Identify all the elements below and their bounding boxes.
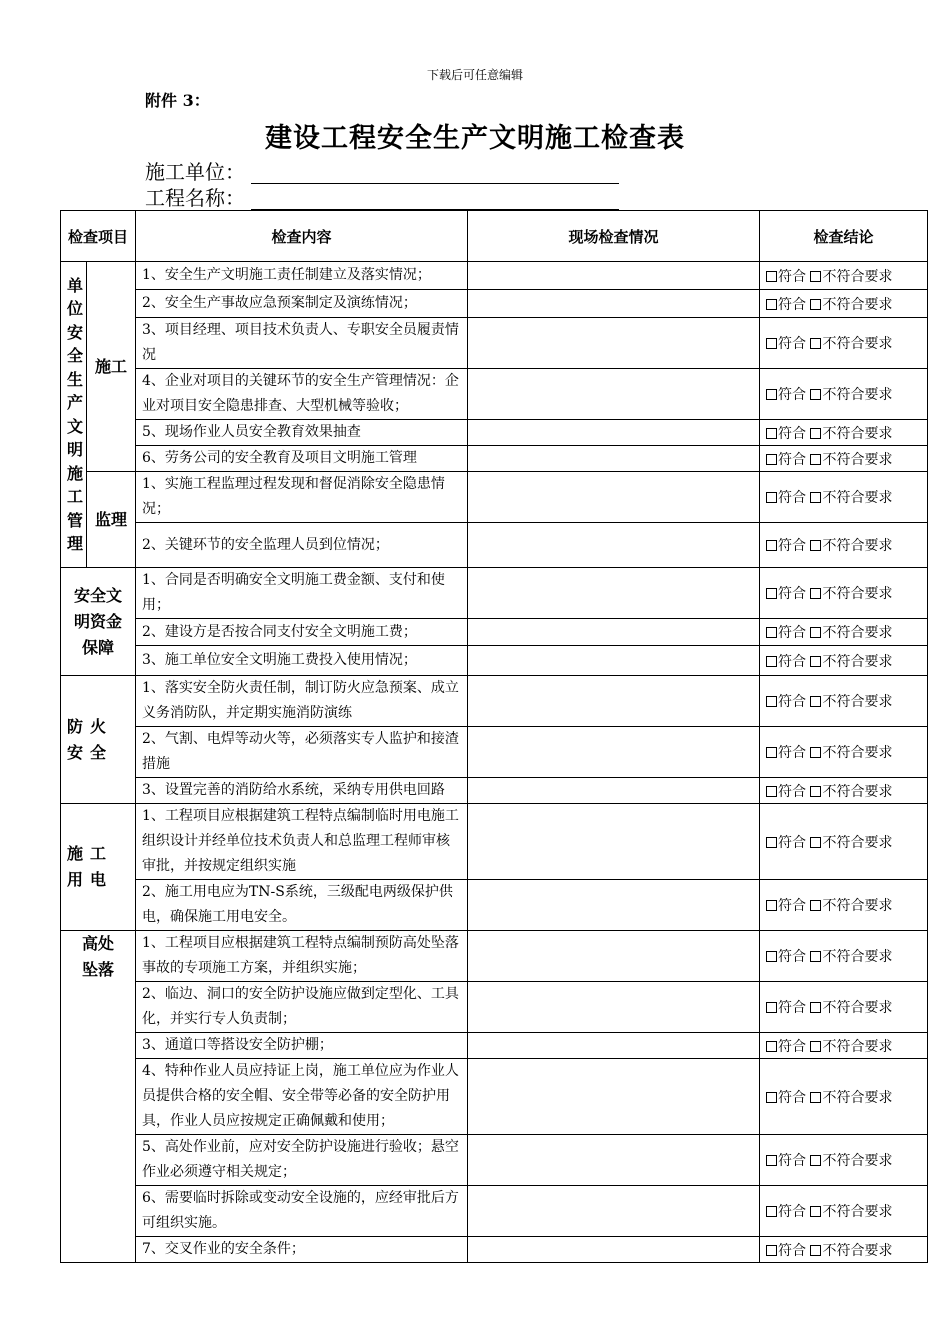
table-row	[61, 568, 928, 619]
row-content: 1、落实安全防火责任制，制订防火应急预案、成立义务消防队，并定期实施消防演练	[136, 676, 468, 727]
not-conforms-checkbox[interactable]	[810, 428, 821, 439]
not-conforms-label: 不符合要求	[822, 336, 893, 352]
not-conforms-checkbox[interactable]	[810, 1155, 821, 1166]
conclusion-cell	[760, 804, 928, 880]
row-content: 1、合同是否明确安全文明施工费金额、支付和使用；	[136, 568, 468, 619]
row-content: 4、企业对项目的关键环节的安全生产管理情况：企业对项目安全隐患排查、大型机械等验收；	[136, 369, 468, 420]
conforms-label: 符合	[778, 1038, 807, 1055]
row-content: 3、通道口等搭设安全防护棚；	[136, 1033, 468, 1059]
site-condition-cell[interactable]	[468, 982, 760, 1033]
conforms-label: 符合	[778, 653, 807, 670]
conclusion-cell	[760, 646, 928, 676]
conforms-checkbox[interactable]	[766, 428, 777, 439]
table-header-row	[61, 211, 928, 262]
table-row	[61, 804, 928, 880]
not-conforms-checkbox[interactable]	[810, 837, 821, 848]
site-condition-cell[interactable]	[468, 568, 760, 619]
table-row	[61, 369, 928, 420]
conforms-label: 符合	[778, 586, 807, 602]
conclusion-cell	[760, 318, 928, 369]
conforms-checkbox[interactable]	[766, 299, 777, 310]
page-title: 建设工程安全生产文明施工检查表	[265, 123, 685, 154]
conclusion-cell	[760, 931, 928, 982]
not-conforms-label: 不符合要求	[822, 387, 893, 403]
conclusion-cell	[760, 1059, 928, 1135]
not-conforms-label: 不符合要求	[822, 653, 893, 670]
row-content: 1、安全生产文明施工责任制建立及落实情况；	[136, 262, 468, 290]
not-conforms-checkbox[interactable]	[810, 540, 821, 551]
conforms-checkbox[interactable]	[766, 837, 777, 848]
row-content: 2、施工用电应为TN-S系统，三级配电两级保护供电，确保施工用电安全。	[136, 880, 468, 931]
site-condition-cell[interactable]	[468, 262, 760, 290]
site-condition-cell[interactable]	[468, 1033, 760, 1059]
site-condition-cell[interactable]	[468, 1237, 760, 1263]
conclusion-cell	[760, 880, 928, 931]
row-content: 2、安全生产事故应急预案制定及演练情况；	[136, 290, 468, 318]
table-row	[61, 1135, 928, 1186]
table-row	[61, 619, 928, 646]
conforms-checkbox[interactable]	[766, 271, 777, 282]
table-row	[61, 1059, 928, 1135]
table-row	[61, 290, 928, 318]
conforms-label: 符合	[778, 694, 807, 710]
conforms-checkbox[interactable]	[766, 338, 777, 349]
attachment-label: 附件 3：	[145, 91, 210, 110]
row-content: 1、工程项目应根据建筑工程特点编制临时用电施工组织设计并经单位技术负责人和总监理工程师审核审批，并按规定组织实施	[136, 804, 468, 880]
conforms-checkbox[interactable]	[766, 747, 777, 758]
conforms-label: 符合	[778, 490, 807, 506]
table-row	[61, 727, 928, 778]
group-construction-power: 施工用电	[61, 804, 136, 931]
conclusion-cell	[760, 523, 928, 568]
conforms-checkbox[interactable]	[766, 900, 777, 911]
row-content: 6、劳务公司的安全教育及项目文明施工管理	[136, 446, 468, 472]
row-content: 3、施工单位安全文明施工费投入使用情况；	[136, 646, 468, 676]
table-row	[61, 318, 928, 369]
table-row	[61, 931, 928, 982]
row-content: 2、建设方是否按合同支付安全文明施工费；	[136, 619, 468, 646]
site-condition-cell[interactable]	[468, 931, 760, 982]
conforms-label: 符合	[778, 336, 807, 352]
table-row	[61, 420, 928, 446]
row-content: 4、特种作业人员应持证上岗，施工单位应为作业人员提供合格的安全帽、安全带等必备的安全防护用具，作业人员应按规定正确佩戴和使用；	[136, 1059, 468, 1135]
not-conforms-label: 不符合要求	[822, 745, 893, 761]
not-conforms-label: 不符合要求	[822, 898, 893, 914]
project-name-input[interactable]	[251, 191, 619, 210]
group-fall-from-height: 高处坠落	[61, 931, 136, 1263]
conforms-checkbox[interactable]	[766, 1155, 777, 1166]
not-conforms-label: 不符合要求	[822, 1153, 893, 1169]
table-row	[61, 1033, 928, 1059]
conforms-checkbox[interactable]	[766, 1206, 777, 1217]
not-conforms-label: 不符合要求	[822, 586, 893, 602]
site-condition-cell[interactable]	[468, 318, 760, 369]
header-conclusion: 检查结论	[760, 211, 928, 262]
site-condition-cell[interactable]	[468, 619, 760, 646]
not-conforms-checkbox[interactable]	[810, 656, 821, 667]
not-conforms-checkbox[interactable]	[810, 1041, 821, 1052]
conclusion-cell	[760, 982, 928, 1033]
subgroup-construction: 施工	[87, 262, 136, 472]
row-content: 2、临边、洞口的安全防护设施应做到定型化、工具化，并实行专人负责制；	[136, 982, 468, 1033]
conclusion-cell	[760, 778, 928, 804]
group-funding: 安全文明资金保障	[61, 568, 136, 676]
conforms-checkbox[interactable]	[766, 696, 777, 707]
table-row	[61, 446, 928, 472]
site-condition-cell[interactable]	[468, 369, 760, 420]
not-conforms-checkbox[interactable]	[810, 454, 821, 465]
group-unit-mgmt: 单位安全生产文明施工管理	[61, 262, 87, 568]
conforms-checkbox[interactable]	[766, 454, 777, 465]
not-conforms-label: 不符合要求	[822, 1038, 893, 1055]
not-conforms-checkbox[interactable]	[810, 1002, 821, 1013]
not-conforms-label: 不符合要求	[822, 1242, 893, 1259]
construction-unit-input[interactable]	[251, 165, 619, 184]
not-conforms-label: 不符合要求	[822, 834, 893, 851]
row-content: 1、工程项目应根据建筑工程特点编制预防高处坠落事故的专项施工方案，并组织实施；	[136, 931, 468, 982]
row-content: 7、交叉作业的安全条件；	[136, 1237, 468, 1263]
conforms-checkbox[interactable]	[766, 627, 777, 638]
site-condition-cell[interactable]	[468, 1059, 760, 1135]
row-content: 3、设置完善的消防给水系统，采纳专用供电回路	[136, 778, 468, 804]
site-condition-cell[interactable]	[468, 523, 760, 568]
construction-unit-field	[145, 160, 619, 184]
table-row	[61, 880, 928, 931]
not-conforms-checkbox[interactable]	[810, 338, 821, 349]
conforms-checkbox[interactable]	[766, 1092, 777, 1103]
conforms-checkbox[interactable]	[766, 656, 777, 667]
not-conforms-checkbox[interactable]	[810, 1206, 821, 1217]
conforms-checkbox[interactable]	[766, 951, 777, 962]
project-name-label: 工程名称：	[145, 186, 245, 210]
site-condition-cell[interactable]	[468, 880, 760, 931]
conclusion-cell	[760, 676, 928, 727]
header-check-item: 检查项目	[61, 211, 136, 262]
site-condition-cell[interactable]	[468, 727, 760, 778]
conforms-checkbox[interactable]	[766, 588, 777, 599]
not-conforms-label: 不符合要求	[822, 625, 893, 641]
not-conforms-checkbox[interactable]	[810, 747, 821, 758]
group-fire-safety: 防火安全	[61, 676, 136, 804]
site-condition-cell[interactable]	[468, 290, 760, 318]
conforms-label: 符合	[778, 1204, 807, 1220]
row-content: 5、高处作业前，应对安全防护设施进行验收；悬空作业必须遵守相关规定；	[136, 1135, 468, 1186]
table-row	[61, 982, 928, 1033]
not-conforms-checkbox[interactable]	[810, 389, 821, 400]
not-conforms-label: 不符合要求	[822, 1000, 893, 1016]
site-condition-cell[interactable]	[468, 446, 760, 472]
conforms-checkbox[interactable]	[766, 1002, 777, 1013]
not-conforms-checkbox[interactable]	[810, 299, 821, 310]
not-conforms-checkbox[interactable]	[810, 786, 821, 797]
conforms-checkbox[interactable]	[766, 786, 777, 797]
inspection-table	[60, 210, 928, 1263]
conclusion-cell	[760, 472, 928, 523]
table-row	[61, 676, 928, 727]
row-content: 6、需要临时拆除或变动安全设施的，应经审批后方可组织实施。	[136, 1186, 468, 1237]
not-conforms-label: 不符合要求	[822, 490, 893, 506]
not-conforms-label: 不符合要求	[822, 451, 893, 468]
site-condition-cell[interactable]	[468, 1186, 760, 1237]
conclusion-cell	[760, 727, 928, 778]
not-conforms-label: 不符合要求	[822, 1089, 893, 1106]
not-conforms-checkbox[interactable]	[810, 492, 821, 503]
conforms-label: 符合	[778, 451, 807, 468]
table-row	[61, 1237, 928, 1263]
not-conforms-label: 不符合要求	[822, 268, 893, 285]
conclusion-cell	[760, 1135, 928, 1186]
table-row	[61, 523, 928, 568]
conclusion-cell	[760, 420, 928, 446]
conforms-label: 符合	[778, 268, 807, 285]
conclusion-cell	[760, 446, 928, 472]
not-conforms-label: 不符合要求	[822, 1204, 893, 1220]
conclusion-cell	[760, 1033, 928, 1059]
header-note: 下载后可任意编辑	[426, 68, 523, 82]
table-row	[61, 472, 928, 523]
conforms-label: 符合	[778, 1153, 807, 1169]
not-conforms-checkbox[interactable]	[810, 627, 821, 638]
conclusion-cell	[760, 1237, 928, 1263]
row-content: 3、项目经理、项目技术负责人、专职安全员履责情况	[136, 318, 468, 369]
site-condition-cell[interactable]	[468, 778, 760, 804]
conforms-checkbox[interactable]	[766, 540, 777, 551]
not-conforms-checkbox[interactable]	[810, 1092, 821, 1103]
table-row	[61, 1186, 928, 1237]
not-conforms-label: 不符合要求	[822, 296, 893, 313]
conforms-label: 符合	[778, 538, 807, 554]
table-row	[61, 262, 928, 290]
not-conforms-label: 不符合要求	[822, 425, 893, 442]
table-row	[61, 778, 928, 804]
site-condition-cell[interactable]	[468, 472, 760, 523]
not-conforms-checkbox[interactable]	[810, 951, 821, 962]
conforms-checkbox[interactable]	[766, 492, 777, 503]
site-condition-cell[interactable]	[468, 676, 760, 727]
site-condition-cell[interactable]	[468, 1135, 760, 1186]
conforms-label: 符合	[778, 387, 807, 403]
conforms-label: 符合	[778, 296, 807, 313]
conclusion-cell	[760, 290, 928, 318]
row-content: 2、气割、电焊等动火等，必须落实专人监护和接渣措施	[136, 727, 468, 778]
conforms-label: 符合	[778, 425, 807, 442]
site-condition-cell[interactable]	[468, 804, 760, 880]
table-row	[61, 646, 928, 676]
not-conforms-label: 不符合要求	[822, 538, 893, 554]
site-condition-cell[interactable]	[468, 646, 760, 676]
conforms-label: 符合	[778, 783, 807, 800]
conforms-label: 符合	[778, 1242, 807, 1259]
conclusion-cell	[760, 369, 928, 420]
row-content: 1、实施工程监理过程发现和督促消除安全隐患情况；	[136, 472, 468, 523]
conforms-label: 符合	[778, 625, 807, 641]
project-name-field	[145, 186, 619, 210]
conforms-checkbox[interactable]	[766, 1245, 777, 1256]
conclusion-cell	[760, 1186, 928, 1237]
conforms-checkbox[interactable]	[766, 1041, 777, 1052]
conclusion-cell	[760, 262, 928, 290]
subgroup-supervision: 监理	[87, 472, 136, 568]
conforms-label: 符合	[778, 745, 807, 761]
not-conforms-checkbox[interactable]	[810, 1245, 821, 1256]
conforms-label: 符合	[778, 949, 807, 965]
conforms-checkbox[interactable]	[766, 389, 777, 400]
site-condition-cell[interactable]	[468, 420, 760, 446]
row-content: 5、现场作业人员安全教育效果抽查	[136, 420, 468, 446]
not-conforms-label: 不符合要求	[822, 783, 893, 800]
conforms-label: 符合	[778, 834, 807, 851]
not-conforms-checkbox[interactable]	[810, 271, 821, 282]
not-conforms-label: 不符合要求	[822, 694, 893, 710]
row-content: 2、关键环节的安全监理人员到位情况；	[136, 523, 468, 568]
not-conforms-label: 不符合要求	[822, 949, 893, 965]
conclusion-cell	[760, 619, 928, 646]
conforms-label: 符合	[778, 1000, 807, 1016]
construction-unit-label: 施工单位：	[145, 160, 245, 184]
conforms-label: 符合	[778, 898, 807, 914]
header-site-condition: 现场检查情况	[468, 211, 760, 262]
not-conforms-checkbox[interactable]	[810, 900, 821, 911]
not-conforms-checkbox[interactable]	[810, 696, 821, 707]
not-conforms-checkbox[interactable]	[810, 588, 821, 599]
conclusion-cell	[760, 568, 928, 619]
header-check-content: 检查内容	[136, 211, 468, 262]
conforms-label: 符合	[778, 1089, 807, 1106]
